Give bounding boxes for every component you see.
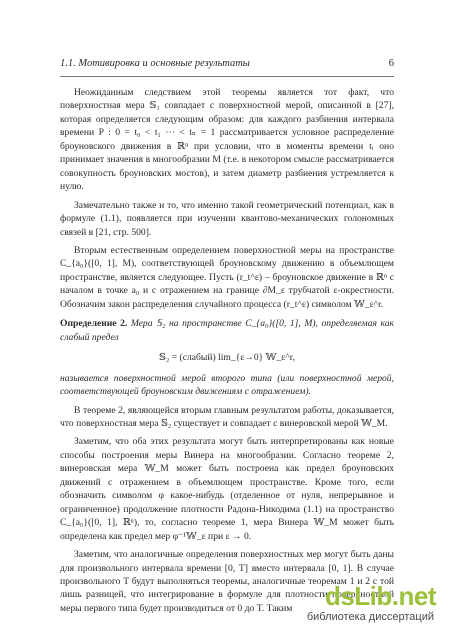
page-body bbox=[60, 86, 394, 620]
page-number: 6 bbox=[388, 58, 394, 69]
paragraph: Заметим, что оба этих результата могут быть интерпретированы как новые способы построения меры Винера на многообразии. Согласно теореме 2, винеровская мера 𝕎_M может быть построена как предел броуновских движений с отражением в объемлющем пространстве. Кроме того, если обозначить символом φ какое-нибудь (отделенное от нуля, непрерывное и ограниченное) продолжение плотности Радона-Никодима (1.1) на пространство C_{a₀}([0, 1], ℝⁿ), то, согласно теореме 1, мера Винера 𝕎_M может быть определена как предел мер φ⁻¹𝕎_ε при ε → 0. bbox=[60, 436, 394, 542]
paragraph: В теореме 2, являющейся вторым главным результатом работы, доказывается, что поверхностная мера 𝕊₂ существует и совпадает с винеровской мерой 𝕎_M. bbox=[60, 404, 394, 429]
watermark bbox=[266, 581, 436, 625]
paragraph: Замечательно также и то, что именно такой геометрический потенциал, как в формуле (1.1), появляется при изучении квантово-механических голономных связей в [21, стр. 500]. bbox=[60, 199, 394, 238]
paragraph: Заметим, что аналогичные определения поверхностных мер могут быть даны для произвольного интервала времени [0, T] вместо интервала [0, 1]. В случае произвольного T будут выполняться теоремы, аналогичные теоремам 1 и 2 с той лишь разницей, что интегрирование в формуле для плотности поверхностной меры первого типа будет производиться от 0 до T. Таким bbox=[60, 549, 394, 614]
watermark-logo: dsLib.net bbox=[324, 581, 436, 611]
definition-text: Мера 𝕊₂ на пространстве C_{a₀}([0, 1], M), определяемая как слабый предел bbox=[60, 318, 394, 343]
definition-label: Определение 2. bbox=[60, 318, 128, 330]
watermark-caption: библиотека диссертаций bbox=[306, 611, 434, 623]
definition-block bbox=[60, 317, 394, 344]
definition-formula: 𝕊₂ = (слабый) lim_{ε→0} 𝕎_ε^r, bbox=[159, 352, 295, 364]
section-title: 1.1. Мотивировка и основные результаты bbox=[60, 58, 250, 69]
header-rule bbox=[60, 76, 394, 77]
definition-conclusion: называется поверхностной мерой второго типа (или поверхностной мерой, соответствующей броуновским движениям с отражением). bbox=[60, 372, 394, 398]
paragraph: Вторым естественным определением поверхностной меры на пространстве C_{a₀}([0, 1], M), соответствующей броуновскому движению в объемлющем пространстве, является следующее. Пусть (r_t^ε) – броуновское движение в ℝⁿ с началом в точке a₀ и с отражением на границе ∂M_ε трубчатой ε-окрестности. Обозначим закон распределения случайного процесса (r_t^ε) символом 𝕎_ε^r. bbox=[60, 244, 394, 310]
paragraph: Неожиданным следствием этой теоремы является тот факт, что поверхностная мера 𝕊₁ совпадает с поверхностной мерой, описанной в [27], которая определяется следующим образом: для каждого разбиения интервала времени P : 0 = t₀ < t₁ ··· < tₙ = 1 рассматривается условное распределение броуновского движения в ℝⁿ при условии, что в моменты времени tᵢ оно принимает значения в многообразии M (т.е. в некотором смысле рассматривается совокупность броуновских мостов), и затем диаметр разбиения устремляется к нулю. bbox=[60, 87, 394, 193]
page-header bbox=[60, 58, 394, 72]
